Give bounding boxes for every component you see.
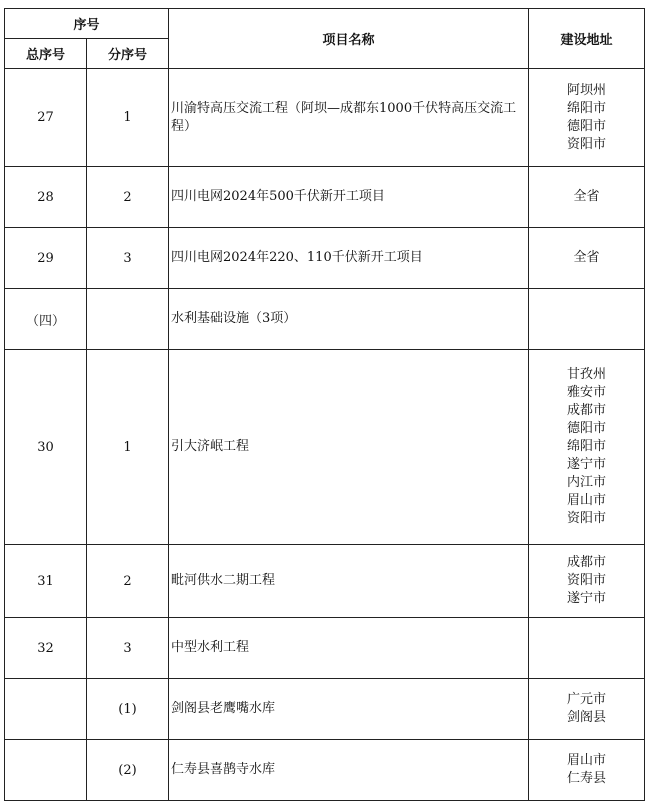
total-number: 31	[5, 545, 87, 618]
location: 绵阳市	[567, 100, 607, 116]
location-cell	[529, 69, 645, 167]
location: 资阳市	[567, 136, 607, 152]
location: 仁寿县	[567, 771, 607, 786]
sub-number	[87, 289, 169, 350]
location-cell	[529, 545, 645, 618]
project-name: 川渝特高压交流工程（阿坝—成都东1000千伏特高压交流工程）	[169, 69, 529, 167]
location: 广元市	[567, 692, 607, 707]
location-cell	[529, 740, 645, 801]
table-row	[5, 679, 645, 740]
location: 眉山市	[567, 493, 607, 508]
location: 雅安市	[567, 385, 607, 400]
location: 绵阳市	[567, 439, 607, 454]
total-number	[5, 740, 87, 801]
header-project-name: 项目名称	[169, 9, 529, 69]
header-total-number: 总序号	[5, 39, 87, 69]
location-cell	[529, 228, 645, 289]
location: 全省	[573, 189, 600, 204]
location: 成都市	[567, 555, 607, 570]
location: 遂宁市	[567, 457, 607, 472]
location: 阿坝州	[567, 82, 607, 98]
location: 剑阁县	[567, 710, 607, 725]
location: 眉山市	[567, 753, 607, 768]
total-number: 28	[5, 167, 87, 228]
header-sub-number: 分序号	[87, 39, 169, 69]
total-number: 30	[5, 350, 87, 545]
sub-number: 3	[87, 618, 169, 679]
table-row	[5, 289, 645, 350]
location-cell	[529, 350, 645, 545]
header-xuhao: 序号	[5, 9, 169, 39]
location-cell	[529, 289, 645, 350]
total-number: （四）	[5, 289, 87, 350]
total-number: 29	[5, 228, 87, 289]
project-name: 中型水利工程	[169, 618, 529, 679]
sub-number: (1)	[87, 679, 169, 740]
location-cell	[529, 618, 645, 679]
project-name: 剑阁县老鹰嘴水库	[169, 679, 529, 740]
table-row	[5, 740, 645, 801]
table-row	[5, 618, 645, 679]
total-number: 32	[5, 618, 87, 679]
location-cell	[529, 167, 645, 228]
location: 甘孜州	[567, 367, 607, 382]
sub-number: 1	[87, 350, 169, 545]
location: 全省	[573, 250, 600, 265]
location: 内江市	[567, 475, 607, 490]
sub-number: (2)	[87, 740, 169, 801]
location: 成都市	[567, 403, 607, 418]
location: 资阳市	[567, 573, 607, 588]
project-name: 四川电网2024年220、110千伏新开工项目	[169, 228, 529, 289]
location: 德阳市	[567, 421, 607, 436]
total-number: 27	[5, 69, 87, 167]
table-row	[5, 69, 645, 167]
total-number	[5, 679, 87, 740]
project-name: 四川电网2024年500千伏新开工项目	[169, 167, 529, 228]
sub-number: 2	[87, 167, 169, 228]
table-row	[5, 350, 645, 545]
project-name: 水利基础设施（3项）	[169, 289, 529, 350]
location-cell	[529, 679, 645, 740]
sub-number: 3	[87, 228, 169, 289]
table-row	[5, 167, 645, 228]
sub-number: 1	[87, 69, 169, 167]
header-location: 建设地址	[529, 9, 645, 69]
location: 遂宁市	[567, 591, 607, 606]
table-row	[5, 545, 645, 618]
project-name: 引大济岷工程	[169, 350, 529, 545]
project-name: 毗河供水二期工程	[169, 545, 529, 618]
project-table	[4, 8, 645, 801]
location: 德阳市	[567, 118, 607, 134]
table-row	[5, 228, 645, 289]
sub-number: 2	[87, 545, 169, 618]
location: 资阳市	[567, 511, 607, 526]
project-name: 仁寿县喜鹊寺水库	[169, 740, 529, 801]
